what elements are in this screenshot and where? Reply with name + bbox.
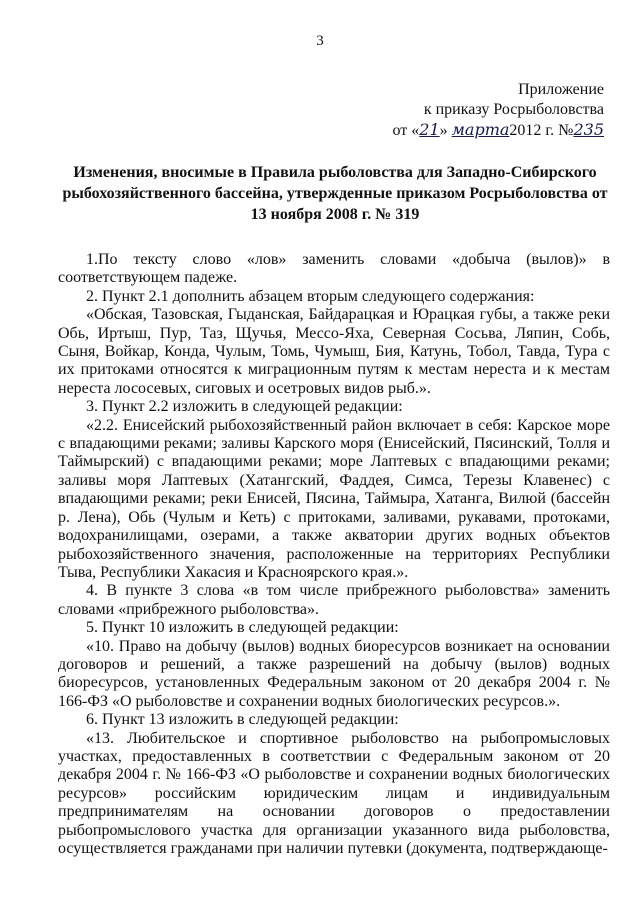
handwritten-day: 21 (419, 120, 440, 139)
paragraph-3: «Обская, Тазовская, Гыданская, Байдарацкая и Юрацкая губы, а также реки Обь, Иртыш, Пур, Таз, Щучья, Мессо-Яха, Северная Сосьва, Ляпин, Собь, Сыня, Войкар, Конда, Чулым, Томь, Чумыш, Бия, Катунь, Тобол, Тавда, Тура с их притоками относятся к миграционным путям к местам нереста и к местам нереста лососевых, сиговых и осетровых видов рыб.». (58, 306, 610, 397)
appendix-order-ref: к приказу Росрыболовства (423, 101, 604, 118)
paragraph-10: «13. Любительское и спортивное рыболовство на рыбопромысловых участках, предоставленных в соответствии с Федеральным законом от 20 декабря 2004 г. № 166-ФЗ «О рыболовстве и сохранении водных биологических ресурсов» российским юридическим лицам и индивидуальным предпринимателям на основании договоров о предоставлении рыбопромыслового участка для организации указанного вида рыболовства, осуществляется гражданами при наличии путевки (документа, подтверждающе- (58, 729, 610, 857)
date-year: 2012 г. № (509, 122, 574, 139)
date-mid: » (439, 122, 448, 139)
paragraph-9: 6. Пункт 13 изложить в следующей редакции: (86, 711, 399, 729)
paragraph-6: 4. В пункте 3 слова «в том числе прибрежного рыболовства» заменить словами «прибрежного рыболовства». (58, 582, 610, 618)
paragraph-2: 2. Пункт 2.1 дополнить абзацем вторым следующего содержания: (86, 287, 535, 305)
date-prefix: от « (392, 122, 420, 139)
paragraph-7: 5. Пункт 10 изложить в следующей редакции: (86, 619, 399, 637)
handwritten-order-number: 235 (573, 120, 604, 139)
appendix-label: Приложение (518, 81, 604, 98)
paragraph-1: 1.По тексту слово «лов» заменить словами «добыча (вылов)» в соответствующем падеже. (58, 251, 610, 287)
page-number: 3 (316, 33, 324, 49)
document-body (58, 251, 610, 858)
paragraph-5: «2.2. Енисейский рыбохозяйственный район включает в себя: Карское море с впадающими реками; заливы Карского моря (Енисейский, Пясинский, Толля и Таймырский) с впадающими реками; море Лаптевых с впадающими реками; заливы моря Лаптевых (Хатангский, Фаддея, Симса, Терезы Клавенес) с впадающими реками; реки Енисей, Пясина, Таймыра, Хатанга, Вилюй (бассейн р. Лена), Обь (Чулым и Кеть) с притоками, заливами, рукавами, протоками, водохранилищами, озерами, а также акватории других водных объектов рыбохозяйственного значения, расположенные на территориях Республики Тыва, Республики Хакасия и Красноярского края.». (58, 416, 610, 581)
appendix-date-line (393, 120, 604, 141)
paragraph-4: 3. Пункт 2.2 изложить в следующей редакции: (86, 398, 403, 416)
appendix-block (393, 80, 604, 141)
handwritten-month: марта (451, 120, 510, 139)
document-title: Изменения, вносимые в Правила рыболовства для Западно-Сибирского рыбохозяйственного бассейна, утвержденные приказом Росрыболовства от 13 ноября 2008 г. № 319 (62, 164, 608, 223)
paragraph-8: «10. Право на добычу (вылов) водных биоресурсов возникает на основании договоров и решений, а также разрешений на добычу (вылов) водных биоресурсов, установленных Федеральным законом от 20 декабря 2004 г. № 166-ФЗ «О рыболовстве и сохранении водных биологических ресурсов.». (58, 637, 610, 710)
